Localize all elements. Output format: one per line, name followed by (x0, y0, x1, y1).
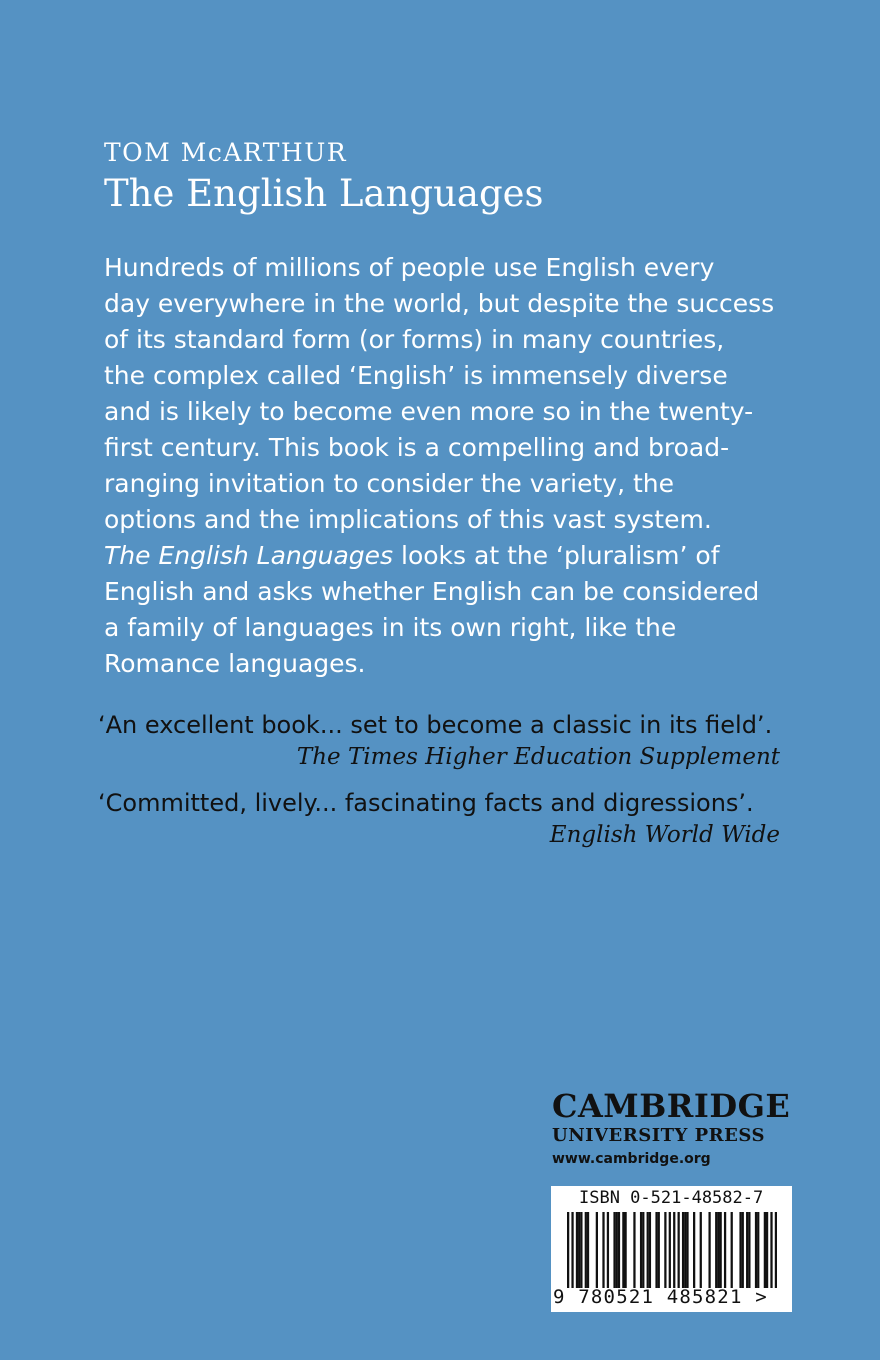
publisher-subtitle: UNIVERSITY PRESS (552, 1125, 765, 1146)
barcode-bar (602, 1212, 604, 1288)
barcode-bar (576, 1212, 578, 1288)
barcode-bar (567, 1212, 569, 1288)
barcode-bar (613, 1212, 615, 1288)
blurb-line: the complex called ‘English’ is immensely diverse (104, 361, 728, 390)
barcode-bar (580, 1212, 582, 1288)
publisher-logo (552, 1088, 792, 1170)
barcode-bar (624, 1212, 626, 1288)
barcode-bar (642, 1212, 644, 1288)
barcode-bar (658, 1212, 660, 1288)
blurb-line: first century. This book is a compelling and broad- (104, 433, 730, 462)
barcode-bar (757, 1212, 759, 1288)
review-source: English World Wide (549, 822, 780, 848)
barcode-bar (708, 1212, 710, 1288)
barcode-bar (739, 1212, 741, 1288)
barcode-bar (578, 1212, 580, 1288)
book-title: The English Languages (104, 172, 544, 215)
barcode-bar (673, 1212, 675, 1288)
blurb-line (104, 538, 804, 574)
review-quote: ‘Committed, lively... fascinating facts and digressions’. (98, 789, 754, 817)
blurb-line: ranging invitation to consider the variety, the (104, 469, 674, 498)
barcode-bar (717, 1212, 719, 1288)
barcode-bar (664, 1212, 666, 1288)
blurb-line: Hundreds of millions of people use English every (104, 253, 715, 282)
barcode-bar (633, 1212, 635, 1288)
barcode-bar (640, 1212, 642, 1288)
blurb-line: day everywhere in the world, but despite the success (104, 289, 775, 318)
barcode-digits: 9 780521 485821 > (553, 1286, 768, 1308)
barcode-bar (616, 1212, 618, 1288)
barcode-bar (693, 1212, 695, 1288)
author-name: TOM McARTHUR (104, 138, 348, 167)
barcode-bar (700, 1212, 702, 1288)
barcode-bar (571, 1212, 573, 1288)
blurb-line: options and the implications of this vast system. (104, 505, 712, 534)
barcode-bar (720, 1212, 722, 1288)
barcode-bar (596, 1212, 598, 1288)
blurb-line: English and asks whether English can be considered (104, 577, 760, 606)
barcode-bar (764, 1212, 766, 1288)
barcode-bar (755, 1212, 757, 1288)
barcode-bar (742, 1212, 744, 1288)
barcode-bar (587, 1212, 589, 1288)
barcode-bar (770, 1212, 772, 1288)
barcode-bar (618, 1212, 620, 1288)
barcode-bar (647, 1212, 649, 1288)
review-source: The Times Higher Education Supplement (296, 744, 780, 770)
barcode-box (551, 1186, 792, 1312)
barcode-icon (567, 1212, 777, 1288)
barcode-bar (682, 1212, 684, 1288)
barcode-bar (724, 1212, 726, 1288)
blurb-line-rest: looks at the ‘pluralism’ of (393, 541, 720, 570)
barcode-bar (678, 1212, 680, 1288)
barcode-bar (649, 1212, 651, 1288)
blurb-line: and is likely to become even more so in the twenty- (104, 397, 754, 426)
barcode-bar (669, 1212, 671, 1288)
blurb-italic-title: The English Languages (104, 541, 394, 570)
isbn-text: ISBN 0-521-48582-7 (579, 1188, 764, 1208)
review-quote: ‘An excellent book... set to become a classic in its field’. (98, 711, 773, 739)
review-2 (98, 786, 780, 850)
barcode-bar (766, 1212, 768, 1288)
review-1 (98, 708, 780, 772)
blurb-line: Romance languages. (104, 649, 366, 678)
barcode-bar (731, 1212, 733, 1288)
barcode-bar (622, 1212, 624, 1288)
blurb (104, 250, 804, 682)
barcode-bar (775, 1212, 777, 1288)
blurb-line: a family of languages in its own right, like the (104, 613, 677, 642)
barcode-bar (715, 1212, 717, 1288)
barcode-bar (607, 1212, 609, 1288)
publisher-url: www.cambridge.org (552, 1151, 711, 1167)
barcode-bar (686, 1212, 688, 1288)
publisher-name: CAMBRIDGE (552, 1087, 791, 1125)
barcode-bar (585, 1212, 587, 1288)
barcode-bar (655, 1212, 657, 1288)
blurb-line: of its standard form (or forms) in many countries, (104, 325, 725, 354)
barcode-bar (746, 1212, 748, 1288)
barcode-bar (748, 1212, 750, 1288)
barcode-bar (684, 1212, 686, 1288)
